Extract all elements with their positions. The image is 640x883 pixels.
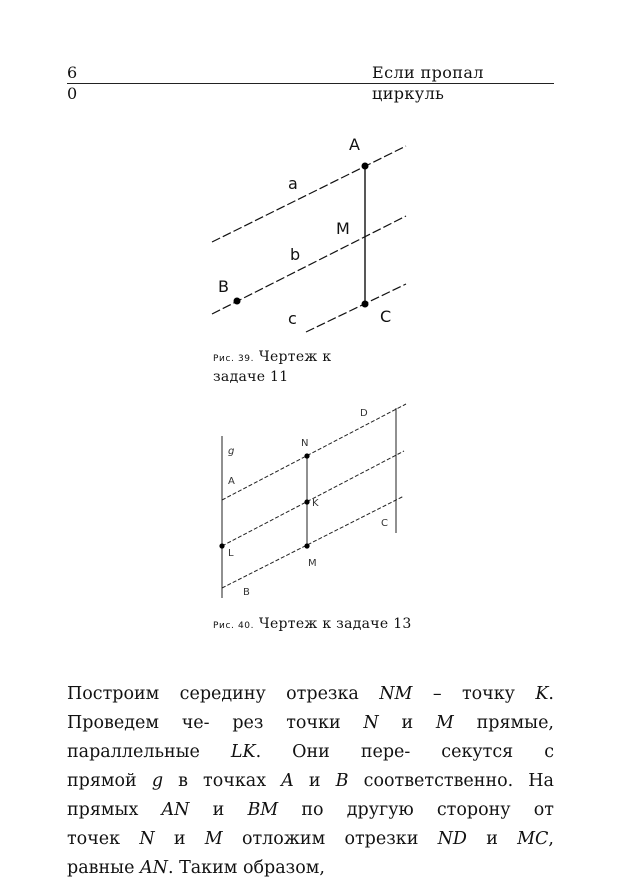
text-line [67,796,554,825]
line-b [212,216,406,314]
text: прямых [67,800,162,820]
math: MC [517,829,549,849]
figure-40-drawing [200,398,420,603]
math: ND [437,829,467,849]
math: M [435,713,454,733]
math: g [151,771,164,791]
text: по другую сторону от [278,800,554,820]
caption-text: Чертеж к задаче 13 [258,616,412,632]
text: прямые, [453,713,554,733]
line-an [222,404,406,500]
label-C: C [381,518,388,529]
label-A: A [349,135,360,154]
label-b: b [290,245,301,264]
text-line [67,854,554,883]
caption-label: Рис. 39. [213,354,255,364]
math: M [204,829,223,849]
figure-39 [200,128,420,338]
math: LK [230,742,256,762]
text: точек [67,829,140,849]
label-M: M [336,219,350,238]
label-K: K [312,498,319,509]
label-c: c [288,309,297,328]
text: параллельные [67,742,231,762]
text: равные [67,858,140,878]
text-line [67,709,554,738]
text: соответственно. На [348,771,554,791]
point-a [362,163,369,170]
text-line [67,680,554,709]
label-L: L [228,548,234,559]
caption-text: Чертеж к задаче 11 [213,349,332,385]
text-line [67,767,554,796]
text: и [293,771,336,791]
math: K [535,684,549,704]
figure-39-drawing [200,128,420,338]
page-number: 60 [67,63,78,103]
math: AN [140,858,168,878]
math: A [281,771,294,791]
text: . Таким образом, [167,858,325,878]
text: . [548,684,554,704]
text: , [548,829,554,849]
figure-39-caption [213,348,383,386]
text: отложим отрезки [222,829,438,849]
label-B: B [243,587,250,598]
page-header [67,62,554,102]
math: N [139,829,155,849]
math: AN [161,800,190,820]
text-line [67,825,554,854]
point-n [304,453,309,458]
figure-40 [200,398,420,603]
point-b [234,298,241,305]
label-B: B [218,277,229,296]
label-a: a [288,174,298,193]
body-paragraph [67,680,554,883]
text: прямой [67,771,152,791]
text: . Они пере- секутся с [255,742,554,762]
text: и [154,829,205,849]
math: B [335,771,349,791]
text: Построим середину отрезка [67,684,380,704]
math: NM [379,684,413,704]
text: и [189,800,248,820]
label-D: D [360,408,368,419]
line-bm [222,496,404,588]
caption-label: Рис. 40. [213,621,255,631]
line-a [212,146,406,242]
label-C: C [380,307,392,326]
point-l [219,543,224,548]
text: – точку [412,684,536,704]
figure-40-caption [213,615,473,635]
point-c [362,301,369,308]
label-A: A [228,476,235,487]
point-m [304,543,309,548]
text: и [466,829,518,849]
running-title: Если пропал циркуль [372,63,484,103]
point-k [304,499,309,504]
text: в точках [163,771,282,791]
text: и [378,713,436,733]
text-line [67,738,554,767]
math: BM [247,800,279,820]
label-g: g [228,446,235,457]
text: Проведем че- рез точки [67,713,364,733]
label-M: M [308,558,317,569]
math: N [363,713,379,733]
label-N: N [301,438,309,449]
